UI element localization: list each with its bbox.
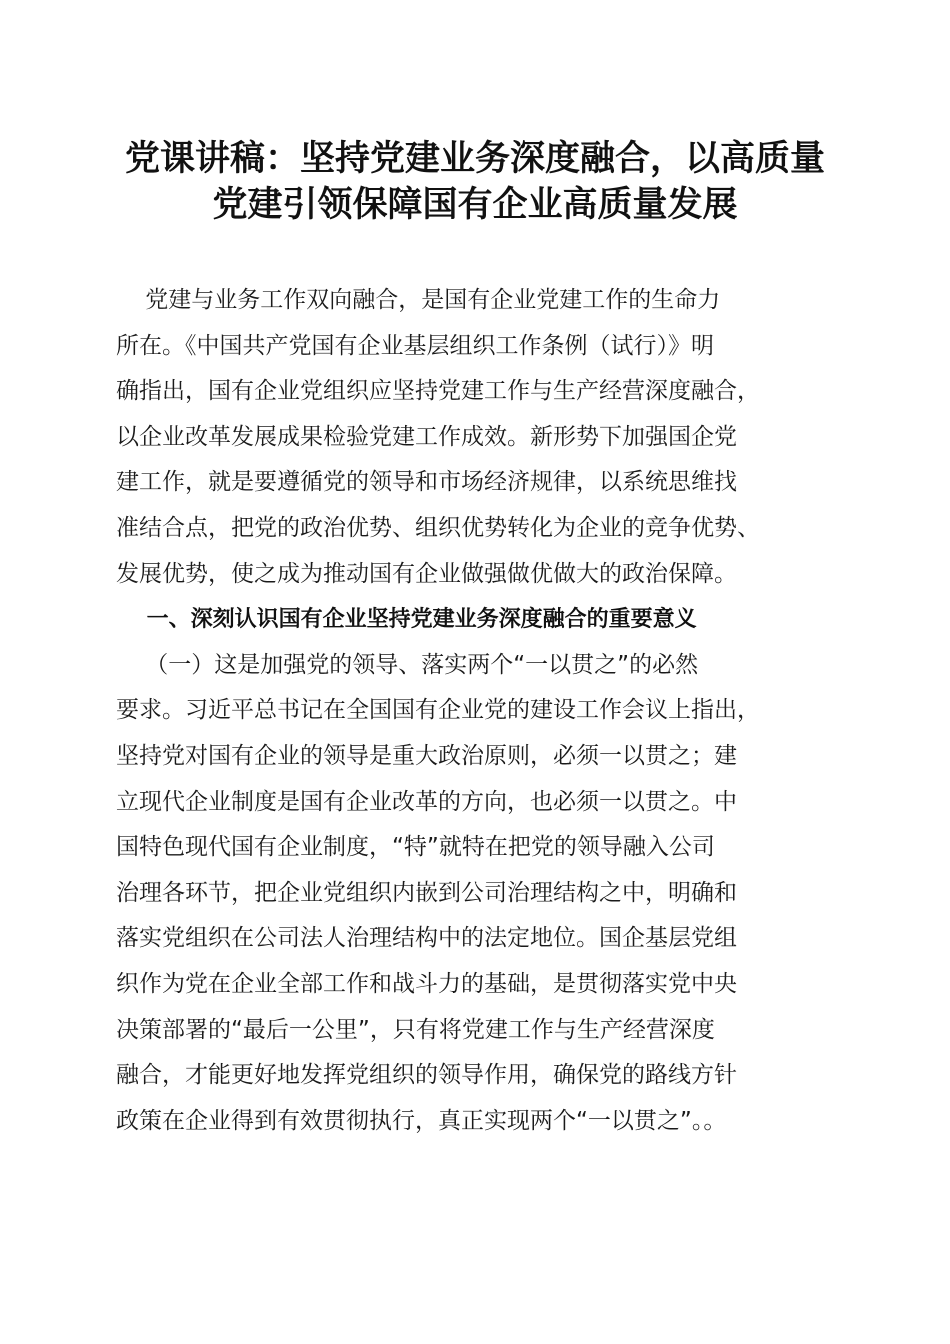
document-title: [100, 136, 850, 228]
intro-line: 党建与业务工作双向融合，是国有企业党建工作的生命力: [116, 287, 721, 313]
intro-line: 准结合点，把党的政治优势、组织优势转化为企业的竞争优势、: [116, 514, 760, 541]
intro-line: 建工作，就是要遵循党的领导和市场经济规律，以系统思维找: [116, 469, 737, 496]
section-line: 融合，才能更好地发挥党组织的领导作用，确保党的路线方针: [116, 1062, 737, 1089]
section-line: 国特色现代国有企业制度，“特”就特在把党的领导融入公司: [116, 834, 715, 861]
section-line: 坚持党对国有企业的领导是重大政治原则，必须一以贯之；建: [116, 742, 737, 769]
section-line: 要求。习近平总书记在全国国有企业党的建设工作会议上指出，: [116, 697, 760, 724]
section-line: 政策在企业得到有效贯彻执行，真正实现两个“一以贯之”。。: [116, 1107, 727, 1134]
intro-line: 所在。《中国共产党国有企业基层组织工作条例（试行）》明: [116, 332, 714, 359]
intro-line: 以企业改革发展成果检验党建工作成效。新形势下加强国企党: [116, 423, 737, 450]
section-heading: 一、深刻认识国有企业坚持党建业务深度融合的重要意义: [116, 606, 697, 633]
title-line-1: 党课讲稿：坚持党建业务深度融合，以高质量: [124, 138, 825, 179]
section-line: 织作为党在企业全部工作和战斗力的基础，是贯彻落实党中央: [116, 970, 737, 997]
title-line-2: 党建引领保障国有企业高质量发展: [212, 184, 738, 225]
section-line: 治理各环节，把企业党组织内嵌到公司治理结构之中，明确和: [116, 879, 737, 906]
section-line: 立现代企业制度是国有企业改革的方向，也必须一以贯之。中: [116, 788, 737, 815]
document-body: [116, 278, 836, 1144]
intro-line: 发展优势，使之成为推动国有企业做强做优做大的政治保障。: [116, 560, 737, 587]
section-line: 落实党组织在公司法人治理结构中的法定地位。国企基层党组: [116, 925, 737, 952]
section-line: （一）这是加强党的领导、落实两个“一以贯之”的必然: [116, 651, 699, 678]
intro-line: 确指出，国有企业党组织应坚持党建工作与生产经营深度融合，: [116, 378, 760, 405]
section-line: 决策部署的“最后一公里”，只有将党建工作与生产经营深度: [116, 1016, 715, 1043]
